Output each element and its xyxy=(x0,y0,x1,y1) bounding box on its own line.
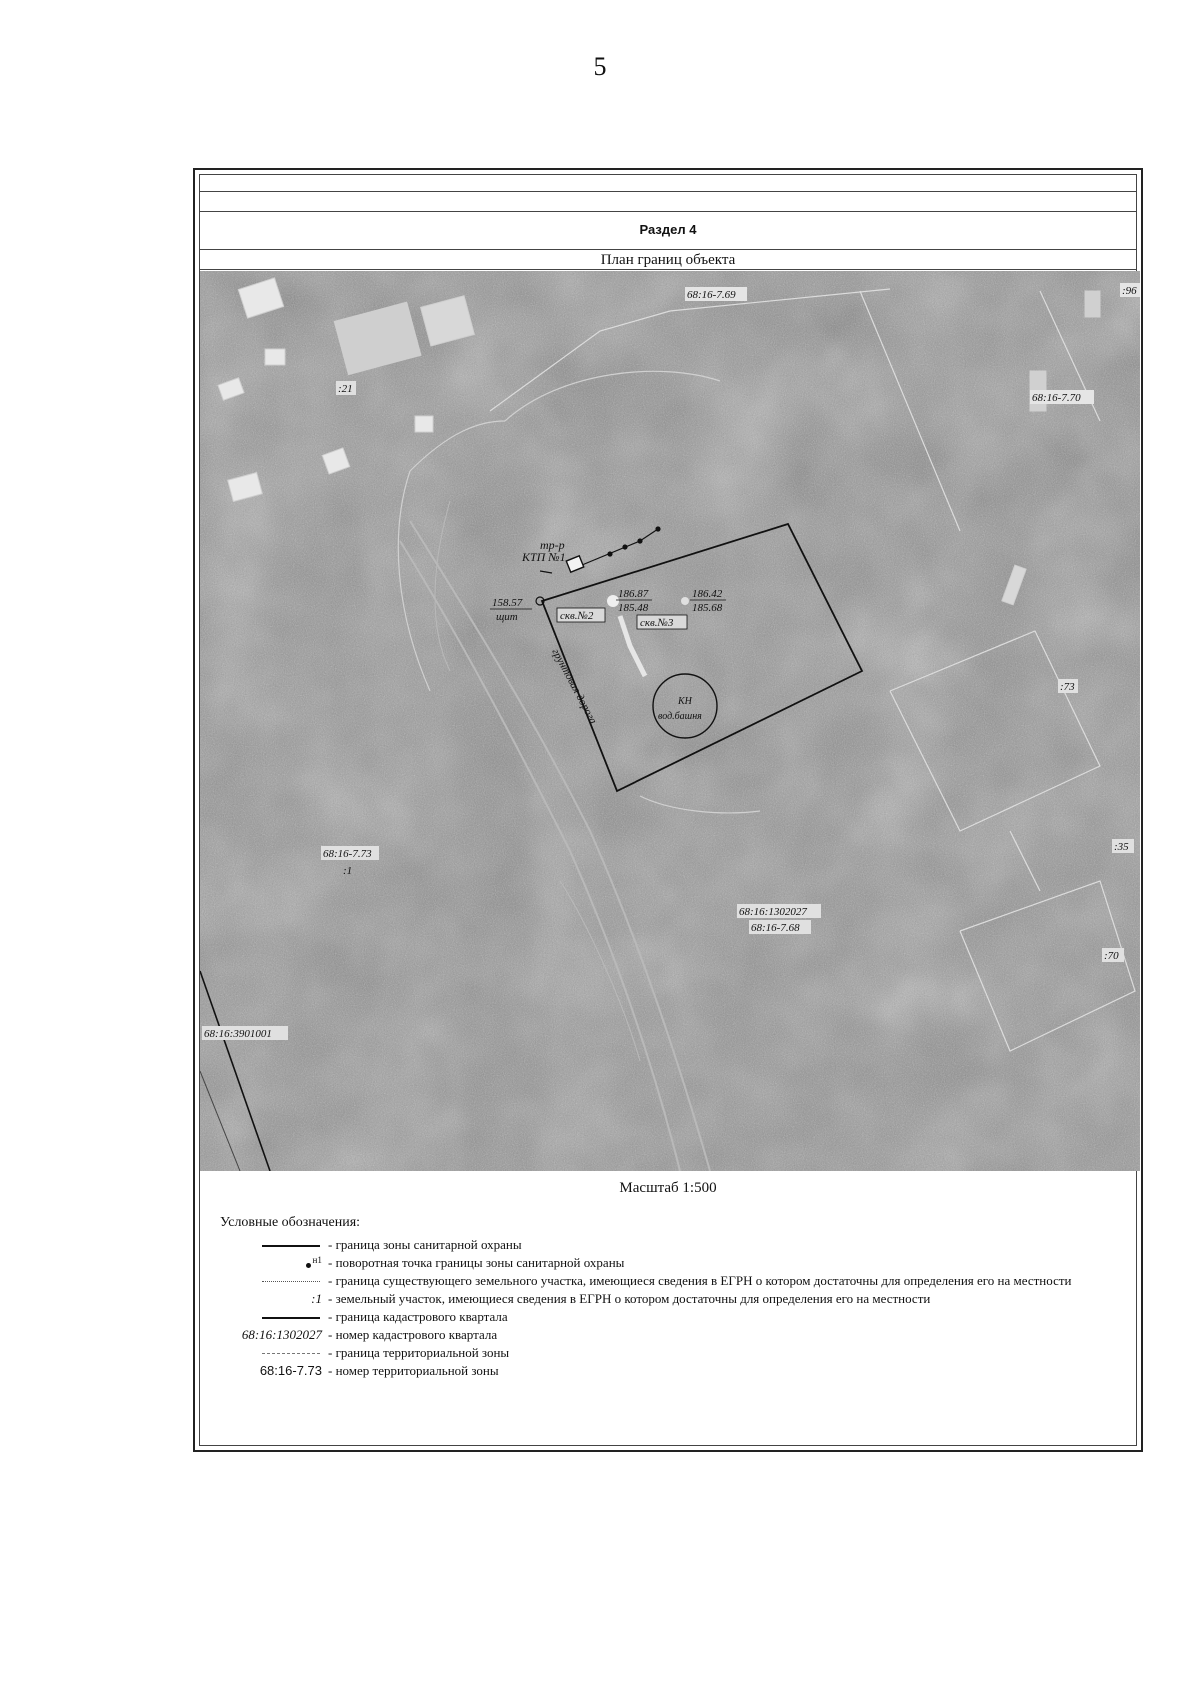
power-pole xyxy=(608,552,612,556)
aerial-map xyxy=(200,271,1140,1171)
legend-item xyxy=(220,1255,1130,1273)
zone-label: 68:16-7.70 xyxy=(1032,392,1081,404)
document-frame-inner xyxy=(199,174,1137,1446)
header-divider xyxy=(200,249,1136,250)
legend-item xyxy=(220,1237,1130,1255)
road-label: грунтовая дорога xyxy=(549,646,600,727)
quarter-boundary-line-symbol xyxy=(262,1317,320,1319)
water-tower-label-line1: КН xyxy=(678,696,692,707)
zone-label-box-70 xyxy=(1030,390,1094,404)
legend-item xyxy=(220,1363,1130,1381)
scale-label: Масштаб 1:500 xyxy=(619,1180,717,1196)
well-2-elevation-bottom: 185.48 xyxy=(618,602,649,614)
parcel-label: :96 xyxy=(1122,285,1137,297)
section-title: Раздел 4 xyxy=(639,222,697,237)
legend-symbol-quarter-number: 68:16:1302027 xyxy=(241,1327,322,1342)
zone-boundary-line-symbol xyxy=(262,1353,320,1354)
parcel-label: :21 xyxy=(338,383,353,395)
shield-elevation: 158.57 xyxy=(492,597,523,609)
legend-symbol-zone-number: 68:16-7.73 xyxy=(259,1363,322,1378)
quarter-label-box-3901001 xyxy=(202,1026,288,1040)
well-3-elevation-bottom: 185.68 xyxy=(692,602,723,614)
legend-item xyxy=(220,1273,1130,1291)
well-2-label: скв.№2 xyxy=(560,610,594,622)
legend-text: - граница кадастрового квартала xyxy=(328,1309,508,1324)
legend-text: - номер кадастрового квартала xyxy=(328,1327,498,1342)
well-2-elevation-top: 186.87 xyxy=(618,588,649,600)
legend-text: - номер территориальной зоны xyxy=(328,1363,499,1378)
zone-label: 68:16-7.69 xyxy=(687,289,736,301)
legend-symbol-parcel: :1 xyxy=(311,1291,322,1306)
legend-item xyxy=(220,1327,1130,1345)
well-3-label: скв.№3 xyxy=(640,617,674,629)
zone-label: 68:16-7.68 xyxy=(751,922,800,934)
water-tower-label-line2: вод.башня xyxy=(658,711,702,722)
zone-label: 68:16-7.73 xyxy=(323,848,372,860)
power-pole xyxy=(656,527,660,531)
legend-item xyxy=(220,1345,1130,1363)
legend xyxy=(220,1215,1130,1381)
quarter-label: 68:16:1302027 xyxy=(739,906,807,918)
power-pole xyxy=(638,539,642,543)
transformer-label-line2: КТП №1 xyxy=(522,550,566,564)
page-number: 5 xyxy=(593,52,607,81)
parcel-label-96 xyxy=(1120,283,1140,297)
building xyxy=(415,416,433,432)
legend-symbol-turning-point xyxy=(220,1255,328,1271)
plan-title: План границ объекта xyxy=(600,252,736,268)
document-frame xyxy=(193,168,1143,1452)
parcel-label: :73 xyxy=(1060,681,1075,693)
well-3-symbol xyxy=(681,597,689,605)
legend-text: - граница существующего земельного участка, имеющиеся сведения в ЕГРН о котором достаточны для определения его на местности xyxy=(328,1273,1072,1288)
parcel-label: :70 xyxy=(1104,950,1119,962)
legend-item xyxy=(220,1309,1130,1327)
parcel-boundary-line-symbol xyxy=(262,1281,320,1282)
legend-symbol-zone-boundary xyxy=(220,1345,328,1361)
parcel-label-35 xyxy=(1112,839,1134,853)
legend-symbol-sanitary-zone xyxy=(220,1237,328,1253)
legend-text: - поворотная точка границы зоны санитарной охраны xyxy=(328,1255,625,1270)
transformer-label-line1: тр-р xyxy=(540,538,565,552)
parcel-label-21 xyxy=(336,381,356,395)
parcel-label-73 xyxy=(1058,679,1078,693)
power-pole xyxy=(623,545,627,549)
legend-symbol-parcel-boundary xyxy=(220,1273,328,1289)
legend-text: - граница зоны санитарной охраны xyxy=(328,1237,522,1252)
parcel-label-70 xyxy=(1102,948,1124,962)
parcel-label: :35 xyxy=(1114,841,1129,853)
legend-item xyxy=(220,1291,1130,1309)
legend-text: - граница территориальной зоны xyxy=(328,1345,510,1360)
header-divider xyxy=(200,269,1136,270)
legend-title: Условные обозначения: xyxy=(220,1215,361,1230)
header-divider xyxy=(200,191,1136,192)
quarter-label: 68:16:3901001 xyxy=(204,1028,272,1040)
legend-text: - земельный участок, имеющиеся сведения в ЕГРН о котором достаточны для определения его на местности xyxy=(328,1291,931,1306)
well-3-elevation-top: 186.42 xyxy=(692,588,723,600)
building xyxy=(1085,291,1100,317)
sanitary-zone-line-symbol xyxy=(262,1245,320,1247)
zone-label-box-69 xyxy=(685,287,747,301)
building xyxy=(265,349,285,365)
parcel-label: :1 xyxy=(343,865,353,877)
shield-label: щит xyxy=(496,611,518,623)
header-divider xyxy=(200,211,1136,212)
turning-point-code: н1 xyxy=(312,1255,322,1265)
turning-point-icon xyxy=(306,1263,311,1268)
legend-symbol-quarter-boundary xyxy=(220,1309,328,1325)
